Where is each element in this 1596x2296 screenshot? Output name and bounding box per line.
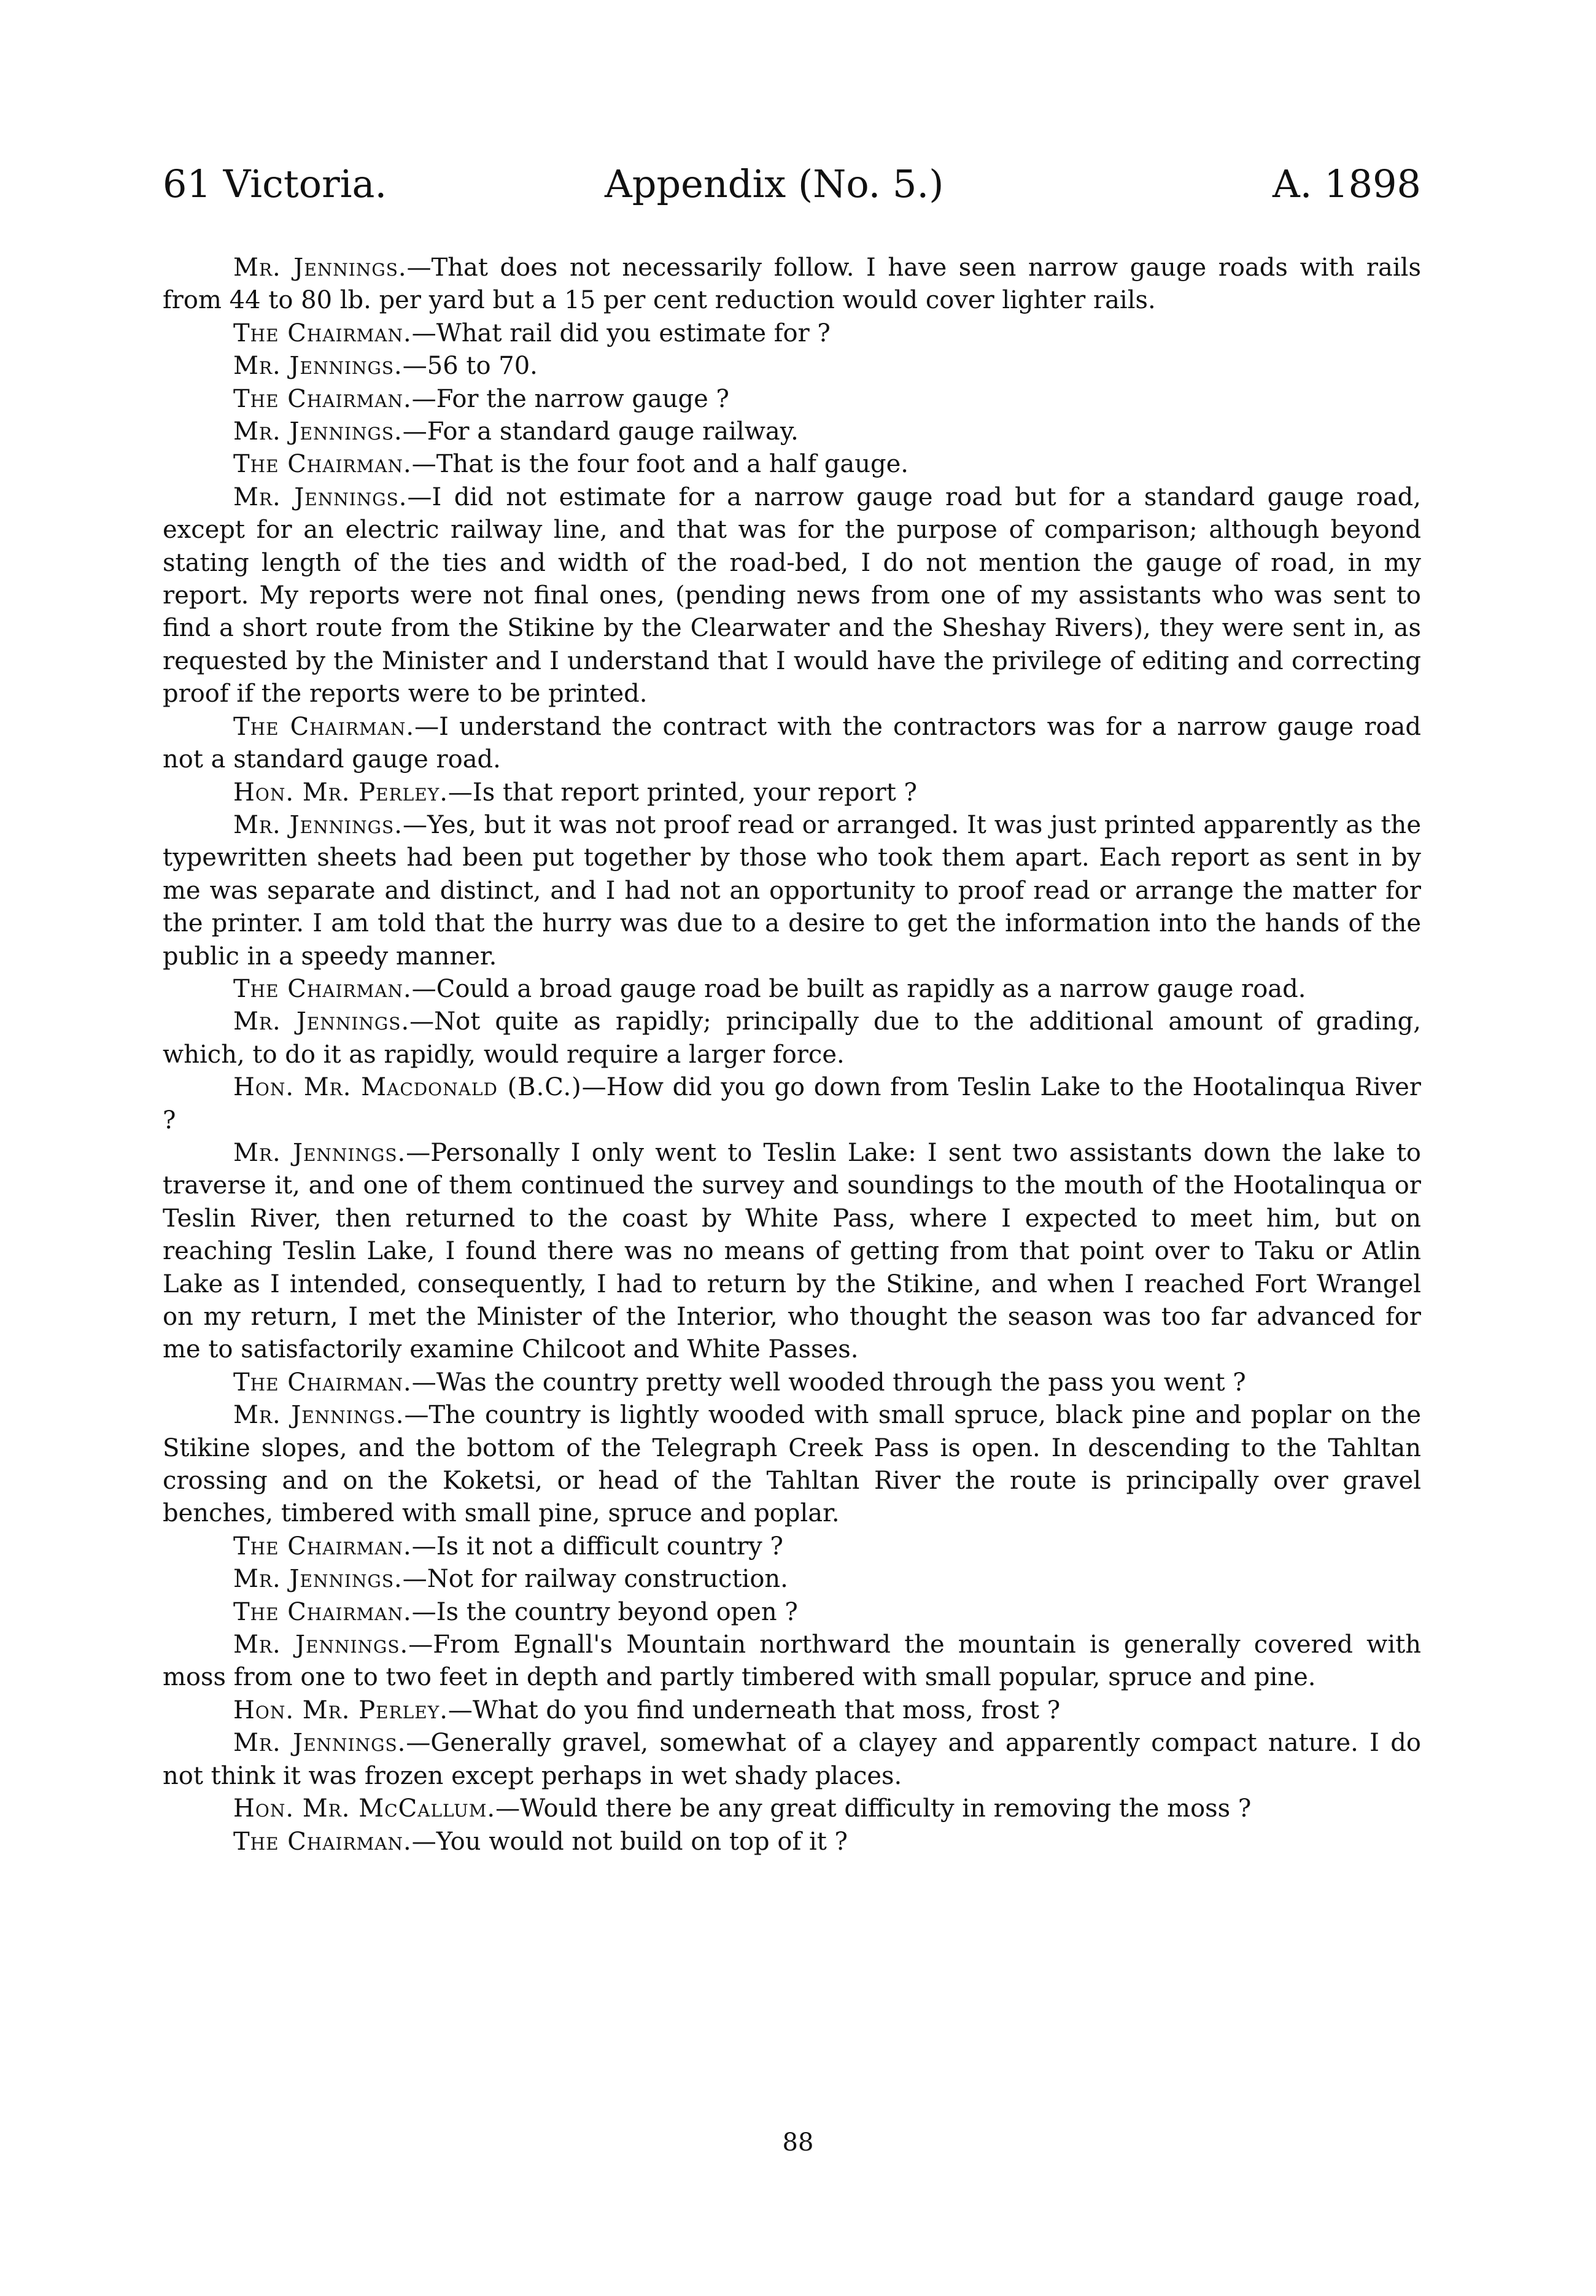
speech-text: —Not for railway construction. bbox=[402, 1565, 788, 1594]
speaker-name: The Chairman. bbox=[233, 1532, 412, 1561]
speaker-name: Mr. Jennings. bbox=[233, 1401, 405, 1430]
speech-text: —From Egnall's Mountain northward the mountain is generally covered with moss from one to two feet in depth and partly timbered with small popular, spruce and pine. bbox=[163, 1631, 1421, 1692]
testimony-paragraph bbox=[163, 711, 1421, 777]
testimony-paragraph bbox=[163, 1629, 1421, 1694]
speech-text: —Could a broad gauge road be built as rapidly as a narrow gauge road. bbox=[411, 974, 1306, 1003]
speaker-name: Mr. Jennings. bbox=[233, 1729, 406, 1758]
speech-text: —For the narrow gauge ? bbox=[411, 384, 729, 413]
testimony-paragraph bbox=[163, 252, 1421, 317]
running-head-right: A. 1898 bbox=[1273, 161, 1421, 206]
speech-text: —Personally I only went to Teslin Lake: I sent two assistants down the lake to traverse it, and one of them continued the survey and soundings to the mouth of the Hootalinqua or Teslin River, then returned to the coast by White Pass, where I expected to meet him, but on reaching Teslin Lake, I found there was no means of getting from that point over to Taku or Atlin Lake as I intended, consequently, I had to return by the Stikine, and when I reached Fort Wrangel on my return, I met the Minister of the Interior, who thought the season was too far advanced for me to satisfactorily examine Chilcoot and White Passes. bbox=[163, 1138, 1421, 1364]
speaker-name: The Chairman. bbox=[233, 1597, 412, 1626]
testimony-paragraph bbox=[163, 350, 1421, 382]
testimony-paragraph bbox=[163, 777, 1421, 809]
testimony-paragraph bbox=[163, 448, 1421, 481]
speaker-name: Hon. Mr. McCallum. bbox=[233, 1794, 496, 1823]
testimony-paragraph bbox=[163, 1727, 1421, 1793]
speech-text: —How did you go down from Teslin Lake to the Hootalinqua River ? bbox=[163, 1073, 1422, 1134]
testimony-paragraph bbox=[163, 1071, 1421, 1137]
testimony-paragraph bbox=[163, 1694, 1421, 1727]
speaker-name: Mr. Jennings. bbox=[233, 810, 403, 839]
running-head-left: 61 Victoria. bbox=[163, 161, 387, 206]
speaker-name: Mr. Jennings. bbox=[233, 1138, 406, 1167]
speech-text: —Is it not a difficult country ? bbox=[411, 1532, 783, 1561]
speaker-name: The Chairman. bbox=[233, 450, 412, 479]
testimony-paragraph bbox=[163, 481, 1421, 711]
testimony-paragraph bbox=[163, 809, 1421, 973]
speech-text: —Would there be any great difficulty in removing the moss ? bbox=[495, 1794, 1252, 1823]
speech-text: —That does not necessarily follow. I have seen narrow gauge roads with rails from 44 to 80 lb. per yard but a 15 per cent reduction would cover lighter rails. bbox=[163, 254, 1421, 315]
testimony-paragraph bbox=[163, 973, 1421, 1006]
speech-text: —Is that report printed, your report ? bbox=[447, 778, 917, 807]
speech-text: —What rail did you estimate for ? bbox=[411, 319, 831, 347]
speaker-name: Hon. Mr. Perley. bbox=[233, 778, 448, 807]
testimony-paragraph bbox=[163, 1596, 1421, 1629]
speaker-name: Mr. Jennings. bbox=[233, 1631, 409, 1659]
testimony-paragraph bbox=[163, 1563, 1421, 1596]
speaker-name: Mr. Jennings. bbox=[233, 254, 407, 282]
testimony-paragraph bbox=[163, 1826, 1421, 1858]
running-head-center: Appendix (No. 5.) bbox=[605, 161, 944, 206]
speaker-name: Mr. Jennings. bbox=[233, 1565, 403, 1594]
running-head bbox=[163, 157, 1421, 212]
speech-text: —For a standard gauge railway. bbox=[402, 417, 799, 446]
speaker-name: The Chairman. bbox=[233, 1827, 412, 1856]
speaker-name: The Chairman. bbox=[233, 712, 415, 741]
testimony-paragraph bbox=[163, 1793, 1421, 1825]
speaker-name: The Chairman. bbox=[233, 1368, 412, 1397]
speech-text: —I understand the contract with the contractors was for a narrow gauge road not a standard gauge road. bbox=[163, 712, 1421, 774]
testimony-paragraph bbox=[163, 383, 1421, 416]
testimony-paragraph bbox=[163, 1367, 1421, 1399]
speaker-name: Mr. Jennings. bbox=[233, 483, 408, 511]
speech-text: —I did not estimate for a narrow gauge road but for a standard gauge road, except for an electric railway line, and that was for the purpose of comparison; although beyond stating length of the ties and width of the road-bed, I do not mention the gauge of road, in my report. My reports were not final ones, (pending news from one of my assistants who was sent to find a short route from the Stikine by the Clearwater and the Sheshay Rivers), they were sent in, as requested by the Minister and I understand that I would have the privilege of editing and correcting proof if the reports were to be printed. bbox=[163, 483, 1421, 708]
speech-text: —Was the country pretty well wooded through the pass you went ? bbox=[411, 1368, 1246, 1397]
speaker-name: Mr. Jennings. bbox=[233, 1007, 410, 1036]
testimony-paragraph bbox=[163, 1399, 1421, 1530]
speech-text: —That is the four foot and a half gauge. bbox=[411, 450, 908, 479]
speaker-name: Mr. Jennings. bbox=[233, 352, 403, 381]
speech-text: —Generally gravel, somewhat of a clayey and apparently compact nature. I do not think it was frozen except perhaps in wet shady places. bbox=[163, 1729, 1421, 1790]
testimony-paragraph bbox=[163, 1006, 1421, 1071]
testimony-body bbox=[163, 252, 1421, 1858]
speech-text: —Is the country beyond open ? bbox=[411, 1597, 798, 1626]
testimony-paragraph bbox=[163, 1137, 1421, 1367]
speaker-name: The Chairman. bbox=[233, 974, 412, 1003]
speaker-name: The Chairman. bbox=[233, 319, 412, 347]
page-number: 88 bbox=[782, 2128, 814, 2157]
speaker-name: Mr. Jennings. bbox=[233, 417, 403, 446]
speech-text: —Yes, but it was not proof read or arranged. It was just printed apparently as the typewritten sheets had been put together by those who took them apart. Each report as sent in by me was separate and distinct, and I had not an opportunity to proof read or arrange the matter for the printer. I am told that the hurry was due to a desire to get the information into the hands of the public in a speedy manner. bbox=[163, 810, 1421, 971]
speech-text: —Not quite as rapidly; principally due to the additional amount of grading, which, to do it as rapidly, would require a larger force. bbox=[163, 1007, 1421, 1069]
testimony-paragraph bbox=[163, 1530, 1421, 1563]
speech-text: —56 to 70. bbox=[402, 352, 538, 381]
speaker-name: Hon. Mr. Perley. bbox=[233, 1696, 448, 1724]
testimony-paragraph bbox=[163, 317, 1421, 350]
speaker-name: The Chairman. bbox=[233, 384, 412, 413]
speech-text: —What do you find underneath that moss, frost ? bbox=[447, 1696, 1061, 1724]
speech-text: —The country is lightly wooded with small spruce, black pine and poplar on the Stikine slopes, and the bottom of the Telegraph Creek Pass is open. In descending to the Tahltan crossing and on the Koketsi, or head of the Tahltan River the route is principally over gravel benches, timbered with small pine, spruce and poplar. bbox=[163, 1401, 1421, 1528]
speech-text: —You would not build on top of it ? bbox=[411, 1827, 848, 1856]
speaker-name: Hon. Mr. Macdonald (B.C.) bbox=[233, 1073, 582, 1102]
testimony-paragraph bbox=[163, 416, 1421, 448]
